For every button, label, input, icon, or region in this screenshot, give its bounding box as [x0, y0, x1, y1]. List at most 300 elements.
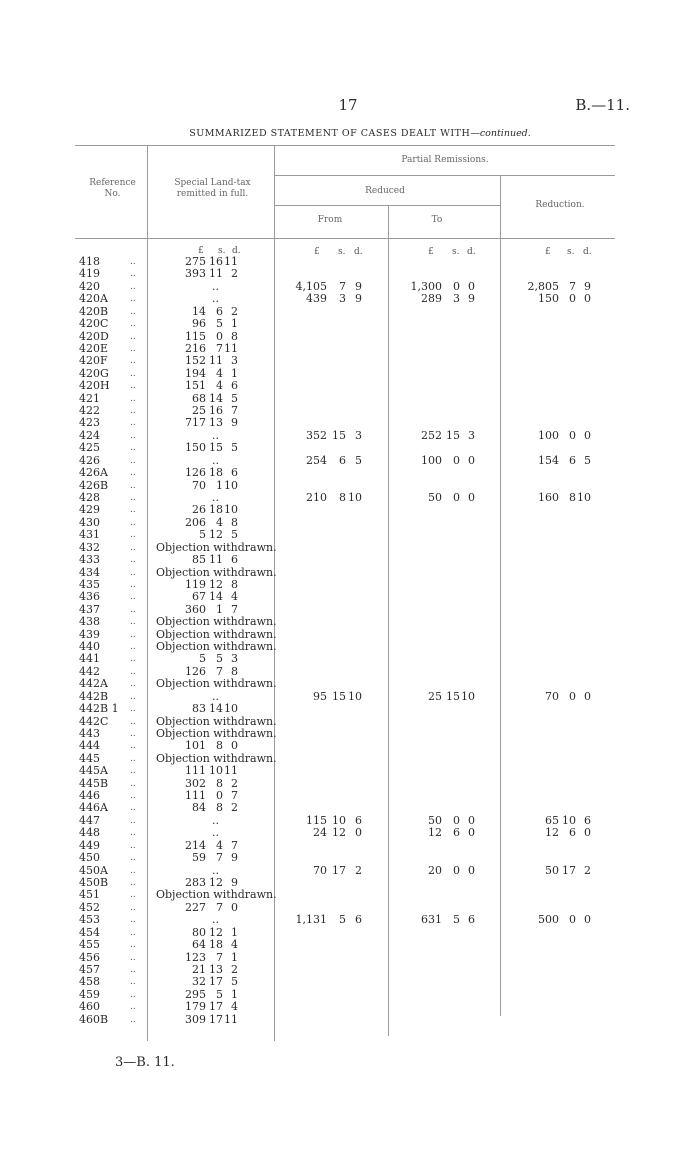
- table-row: [0, 430, 700, 442]
- special-pounds: 283: [185, 876, 206, 889]
- to-shillings: 15: [446, 428, 460, 442]
- special-shillings: 4: [216, 515, 223, 529]
- special-pence: 4: [231, 1000, 238, 1014]
- from-shillings: 8: [339, 490, 346, 504]
- to-shillings: 0: [453, 490, 460, 504]
- table-row: [0, 616, 700, 628]
- leader-dots: ..: [130, 505, 136, 516]
- table-row: [0, 591, 700, 603]
- special-blank-dots: ..: [212, 813, 219, 827]
- special-pence: 8: [231, 329, 238, 343]
- special-pounds: 26: [192, 503, 206, 517]
- reference-number: 460: [79, 1000, 100, 1014]
- from-shillings-unit: s.: [338, 247, 346, 257]
- special-pounds: 59: [192, 851, 206, 865]
- to-shillings: 5: [453, 913, 460, 927]
- reference-number: 444: [79, 739, 100, 753]
- reduction-header: Reduction.: [535, 200, 585, 210]
- table-row: [0, 889, 700, 901]
- leader-dots: ..: [130, 828, 136, 839]
- table-row: [0, 554, 700, 566]
- reference-number: 442C: [79, 714, 109, 728]
- reference-number: 419: [79, 267, 100, 281]
- special-shillings: 14: [209, 590, 223, 604]
- reduction-pounds: 154: [538, 453, 559, 467]
- table-row: [0, 927, 700, 939]
- special-shillings: 7: [216, 851, 223, 865]
- to-pounds: 252: [421, 428, 442, 442]
- leader-dots: ..: [130, 492, 136, 503]
- reference-number: 418: [79, 255, 100, 268]
- special-pounds-unit: £: [198, 246, 204, 256]
- reduction-shillings: 0: [569, 292, 576, 306]
- special-shillings: 15: [209, 441, 223, 455]
- leader-dots: ..: [130, 890, 136, 901]
- table-row: [0, 827, 700, 839]
- special-pounds: 119: [185, 577, 206, 591]
- leader-dots: ..: [130, 617, 136, 628]
- reference-number: 450B: [79, 876, 109, 889]
- leader-dots: ..: [130, 468, 136, 479]
- special-pence: 9: [231, 851, 238, 865]
- leader-dots: ..: [130, 964, 136, 975]
- from-shillings: 6: [339, 453, 346, 467]
- reduction-pence: 5: [584, 453, 591, 467]
- from-pence: 10: [348, 490, 362, 504]
- from-pounds: 115: [306, 813, 327, 827]
- leader-dots: ..: [130, 294, 136, 305]
- special-shillings: 10: [209, 764, 223, 778]
- reference-number: 451: [79, 888, 100, 902]
- to-shillings: 3: [453, 292, 460, 306]
- special-shillings: 4: [216, 379, 223, 393]
- leader-dots: ..: [130, 840, 136, 851]
- special-shillings: 13: [209, 962, 223, 976]
- to-pence: 0: [468, 279, 475, 293]
- special-pounds: 85: [192, 553, 206, 567]
- to-pence: 0: [468, 826, 475, 840]
- reduction-shillings: 6: [569, 453, 576, 467]
- header-top-rule: [75, 145, 615, 146]
- leader-dots: ..: [130, 977, 136, 988]
- reduction-shillings: 0: [569, 913, 576, 927]
- from-pounds: 24: [313, 826, 327, 840]
- title-main: SUMMARIZED STATEMENT OF CASES DEALT WITH: [189, 128, 471, 139]
- special-pence-unit: d.: [232, 246, 241, 256]
- special-shillings: 17: [209, 975, 223, 989]
- special-pounds: 84: [192, 801, 206, 815]
- table-row: [0, 964, 700, 976]
- reduction-pence: 6: [584, 813, 591, 827]
- from-pence: 9: [355, 292, 362, 306]
- reference-number: 445A: [79, 764, 108, 778]
- to-header: To: [431, 215, 443, 225]
- special-shillings: 7: [216, 341, 223, 355]
- reference-number: 446A: [79, 801, 108, 815]
- to-shillings: 0: [453, 863, 460, 877]
- special-pence: 8: [231, 515, 238, 529]
- table-row: [0, 442, 700, 454]
- reference-number: 438: [79, 615, 100, 629]
- table-row: [0, 417, 700, 429]
- special-pence: 3: [231, 354, 238, 368]
- leader-dots: ..: [130, 381, 136, 392]
- table-row: [0, 293, 700, 305]
- table-row: [0, 542, 700, 554]
- reference-number: 420E: [79, 341, 109, 355]
- special-blank-dots: ..: [212, 292, 219, 306]
- reference-number: 442B: [79, 689, 109, 703]
- reference-number: 453: [79, 913, 100, 927]
- special-pounds: 214: [185, 838, 206, 852]
- from-shillings: 15: [332, 428, 346, 442]
- leader-dots: ..: [130, 567, 136, 578]
- to-pence: 10: [461, 689, 475, 703]
- reference-number: 448: [79, 826, 100, 840]
- table-row: [0, 952, 700, 964]
- table-row: [0, 567, 700, 579]
- special-pence: 6: [231, 553, 238, 567]
- reference-number: 442B 1: [79, 702, 119, 716]
- special-shillings: 5: [216, 652, 223, 666]
- objection-withdrawn: Objection withdrawn.: [156, 627, 277, 641]
- reference-number: 434: [79, 565, 100, 579]
- objection-withdrawn: Objection withdrawn.: [156, 677, 277, 691]
- special-pence: 7: [231, 404, 238, 418]
- reference-number: 443: [79, 726, 100, 740]
- special-pence: 1: [231, 925, 238, 939]
- special-shillings: 1: [216, 602, 223, 616]
- special-shillings: 18: [209, 503, 223, 517]
- special-pounds: 96: [192, 317, 206, 331]
- leader-dots: ..: [130, 728, 136, 739]
- from-pence: 3: [355, 428, 362, 442]
- special-pounds: 360: [185, 602, 206, 616]
- special-pence: 11: [224, 255, 238, 268]
- special-pounds: 83: [192, 702, 206, 716]
- reference-number: 420G: [79, 366, 109, 380]
- leader-dots: ..: [130, 530, 136, 541]
- special-blank-dots: ..: [212, 689, 219, 703]
- reference-number: 459: [79, 987, 100, 1001]
- leader-dots: ..: [130, 741, 136, 752]
- reduction-pounds-unit: £: [545, 247, 551, 257]
- reference-number: 439: [79, 627, 100, 641]
- to-pence: 0: [468, 453, 475, 467]
- special-shillings: 18: [209, 938, 223, 952]
- special-pence: 5: [231, 391, 238, 405]
- from-header: From: [317, 215, 343, 225]
- from-pounds: 1,131: [295, 913, 327, 927]
- special-pence: 10: [224, 702, 238, 716]
- leader-dots: ..: [130, 542, 136, 553]
- leader-dots: ..: [130, 766, 136, 777]
- special-shillings: 16: [209, 404, 223, 418]
- from-shillings: 10: [332, 813, 346, 827]
- objection-withdrawn: Objection withdrawn.: [156, 565, 277, 579]
- objection-withdrawn: Objection withdrawn.: [156, 888, 277, 902]
- special-pence: 4: [231, 590, 238, 604]
- reference-number: 433: [79, 553, 100, 567]
- special-pounds: 123: [185, 950, 206, 964]
- table-row: [0, 256, 700, 268]
- special-blank-dots: ..: [212, 428, 219, 442]
- from-pence: 2: [355, 863, 362, 877]
- partial-rule: [275, 175, 615, 176]
- leader-dots: ..: [130, 878, 136, 888]
- special-pence: 5: [231, 528, 238, 542]
- leader-dots: ..: [130, 716, 136, 727]
- special-pence: 2: [231, 962, 238, 976]
- leader-dots: ..: [130, 517, 136, 528]
- table-row: [0, 504, 700, 516]
- special-shillings: 7: [216, 664, 223, 678]
- leader-dots: ..: [130, 393, 136, 404]
- table-row: [0, 989, 700, 1001]
- special-pounds: 68: [192, 391, 206, 405]
- leader-dots: ..: [130, 418, 136, 429]
- reference-number: 460B: [79, 1012, 109, 1026]
- to-pounds: 50: [428, 490, 442, 504]
- special-pence: 1: [231, 317, 238, 331]
- reference-number: 454: [79, 925, 100, 939]
- special-shillings: 12: [209, 925, 223, 939]
- to-shillings: 0: [453, 453, 460, 467]
- special-pence: 8: [231, 664, 238, 678]
- special-pounds: 151: [185, 379, 206, 393]
- reduction-shillings: 10: [562, 813, 576, 827]
- leader-dots: ..: [130, 952, 136, 963]
- special-pounds: 150: [185, 441, 206, 455]
- reduction-pence: 9: [584, 279, 591, 293]
- from-pounds: 4,105: [295, 279, 327, 293]
- reference-number: 447: [79, 813, 100, 827]
- from-pounds: 439: [306, 292, 327, 306]
- special-pence: 7: [231, 789, 238, 803]
- leader-dots: ..: [130, 480, 136, 491]
- reference-number: 442: [79, 664, 100, 678]
- leader-dots: ..: [130, 319, 136, 330]
- reference-number: 420B: [79, 304, 109, 318]
- to-pounds: 25: [428, 689, 442, 703]
- leader-dots: ..: [130, 579, 136, 590]
- reference-number: 420A: [79, 292, 108, 306]
- table-row: [0, 380, 700, 392]
- reduction-pounds: 65: [545, 813, 559, 827]
- table-title: [120, 128, 600, 139]
- partial-header: Partial Remissions.: [401, 155, 489, 165]
- reduction-shillings: 17: [562, 863, 576, 877]
- leader-dots: ..: [130, 406, 136, 417]
- from-pence: 6: [355, 813, 362, 827]
- special-pounds: 393: [185, 267, 206, 281]
- from-pence: 0: [355, 826, 362, 840]
- to-pounds: 50: [428, 813, 442, 827]
- leader-dots: ..: [130, 306, 136, 317]
- special-header: Special Land-tax remitted in full.: [174, 178, 251, 199]
- to-pence: 6: [468, 913, 475, 927]
- special-shillings: 14: [209, 702, 223, 716]
- leader-dots: ..: [130, 368, 136, 379]
- special-pounds: 126: [185, 664, 206, 678]
- special-pounds: 227: [185, 900, 206, 914]
- special-pounds: 64: [192, 938, 206, 952]
- objection-withdrawn: Objection withdrawn.: [156, 751, 277, 765]
- reference-number: 426: [79, 453, 100, 467]
- from-shillings: 3: [339, 292, 346, 306]
- table-row: [0, 716, 700, 728]
- reduction-pounds: 500: [538, 913, 559, 927]
- from-shillings: 17: [332, 863, 346, 877]
- special-pence: 1: [231, 366, 238, 380]
- reference-number: 458: [79, 975, 100, 989]
- title-suffix: —continued.: [470, 128, 531, 139]
- reference-number: 420C: [79, 317, 109, 331]
- special-shillings: 13: [209, 416, 223, 430]
- from-shillings: 12: [332, 826, 346, 840]
- reference-number: 420F: [79, 354, 108, 368]
- special-pence: 9: [231, 416, 238, 430]
- special-pounds: 80: [192, 925, 206, 939]
- reduction-pounds: 160: [538, 490, 559, 504]
- leader-dots: ..: [130, 940, 136, 951]
- reduction-shillings: 7: [569, 279, 576, 293]
- reference-number: 445B: [79, 776, 109, 790]
- special-shillings: 4: [216, 838, 223, 852]
- special-pounds: 302: [185, 776, 206, 790]
- special-pence: 11: [224, 341, 238, 355]
- reference-number: 431: [79, 528, 100, 542]
- leader-dots: ..: [130, 989, 136, 1000]
- reduction-pence: 10: [577, 490, 591, 504]
- to-pounds: 20: [428, 863, 442, 877]
- page-number: 17: [338, 96, 358, 114]
- leader-dots: ..: [130, 343, 136, 354]
- special-shillings: 14: [209, 391, 223, 405]
- table-row: [0, 529, 700, 541]
- special-pence: 0: [231, 739, 238, 753]
- leader-dots: ..: [130, 1014, 136, 1025]
- special-pence: 3: [231, 652, 238, 666]
- reference-number: 420: [79, 279, 100, 293]
- special-pence: 5: [231, 975, 238, 989]
- leader-dots: ..: [130, 331, 136, 342]
- special-pounds: 5: [199, 652, 206, 666]
- special-shillings: 7: [216, 900, 223, 914]
- table-row: [0, 902, 700, 914]
- table-row: [0, 579, 700, 591]
- reference-number: 432: [79, 540, 100, 554]
- to-pence: 0: [468, 490, 475, 504]
- special-shillings: 6: [216, 304, 223, 318]
- reference-number: 450A: [79, 863, 108, 877]
- table-row: [0, 765, 700, 777]
- leader-dots: ..: [130, 791, 136, 802]
- header-bottom-rule: [75, 238, 615, 239]
- table-row: [0, 939, 700, 951]
- special-shillings: 16: [209, 255, 223, 268]
- leader-dots: ..: [130, 443, 136, 454]
- from-pence: 10: [348, 689, 362, 703]
- to-pounds-unit: £: [428, 247, 434, 257]
- leader-dots: ..: [130, 604, 136, 615]
- special-shillings-unit: s.: [218, 246, 226, 256]
- objection-withdrawn: Objection withdrawn.: [156, 615, 277, 629]
- reduction-shillings: 6: [569, 826, 576, 840]
- special-pence: 5: [231, 441, 238, 455]
- table-row: [0, 653, 700, 665]
- reduction-shillings: 0: [569, 428, 576, 442]
- special-pounds: 67: [192, 590, 206, 604]
- from-pence-unit: d.: [354, 247, 363, 257]
- from-pounds-unit: £: [314, 247, 320, 257]
- leader-dots: ..: [130, 803, 136, 814]
- special-shillings: 8: [216, 739, 223, 753]
- table-row: [0, 976, 700, 988]
- reference-number: 437: [79, 602, 100, 616]
- to-pence: 9: [468, 292, 475, 306]
- special-pounds: 309: [185, 1012, 206, 1026]
- reference-number: 421: [79, 391, 100, 405]
- special-pounds: 295: [185, 987, 206, 1001]
- leader-dots: ..: [130, 815, 136, 826]
- table-row: [0, 268, 700, 280]
- to-shillings: 6: [453, 826, 460, 840]
- special-shillings: 12: [209, 577, 223, 591]
- special-blank-dots: ..: [212, 826, 219, 840]
- to-shillings: 0: [453, 279, 460, 293]
- special-shillings: 1: [216, 478, 223, 492]
- special-pounds: 25: [192, 404, 206, 418]
- table-row: [0, 492, 700, 504]
- special-pounds: 206: [185, 515, 206, 529]
- reference-number: 441: [79, 652, 100, 666]
- special-pounds: 111: [185, 789, 206, 803]
- leader-dots: ..: [130, 455, 136, 466]
- reference-number: 426B: [79, 478, 109, 492]
- reduction-pence: 0: [584, 428, 591, 442]
- reduction-shillings: 0: [569, 689, 576, 703]
- from-shillings: 7: [339, 279, 346, 293]
- from-pounds: 254: [306, 453, 327, 467]
- leader-dots: ..: [130, 902, 136, 913]
- leader-dots: ..: [130, 865, 136, 876]
- leader-dots: ..: [130, 1002, 136, 1013]
- reference-number: 428: [79, 490, 100, 504]
- table-row: [0, 355, 700, 367]
- special-shillings: 5: [216, 317, 223, 331]
- special-shillings: 8: [216, 801, 223, 815]
- table-row: [0, 852, 700, 864]
- reduction-pence: 0: [584, 826, 591, 840]
- leader-dots: ..: [130, 853, 136, 864]
- special-pence: 4: [231, 938, 238, 952]
- special-shillings: 17: [209, 1012, 223, 1026]
- to-shillings: 0: [453, 813, 460, 827]
- from-pence: 6: [355, 913, 362, 927]
- reduced-header: Reduced: [365, 186, 405, 196]
- table-row: [0, 740, 700, 752]
- from-pounds: 95: [313, 689, 327, 703]
- reference-number: 450: [79, 851, 100, 865]
- reference-number: 420D: [79, 329, 109, 343]
- objection-withdrawn: Objection withdrawn.: [156, 540, 277, 554]
- reference-number: 445: [79, 751, 100, 765]
- reference-number: 449: [79, 838, 100, 852]
- reference-number: 457: [79, 962, 100, 976]
- special-pence: 8: [231, 577, 238, 591]
- reduction-pounds: 70: [545, 689, 559, 703]
